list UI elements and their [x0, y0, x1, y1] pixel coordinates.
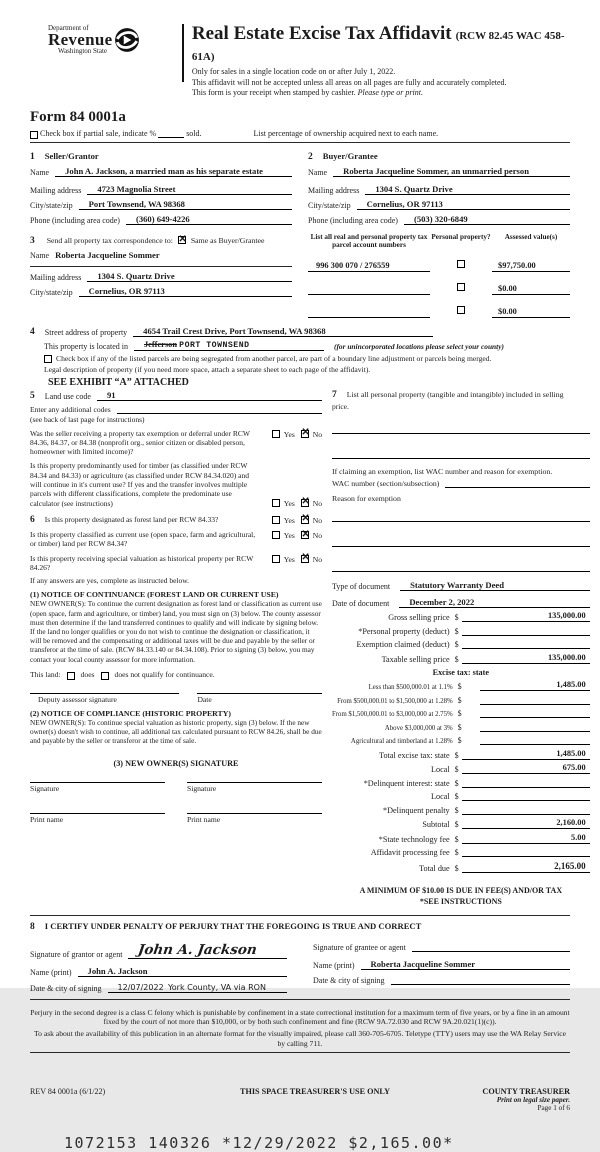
mailing-label: Mailing address [308, 185, 360, 195]
header-note-2: This affidavit will not be accepted unless all areas on all pages are fully and accurately completed. [191, 77, 507, 87]
partial-sale-suffix: sold. [186, 128, 202, 138]
owner-print-name-line[interactable]: Print name [187, 813, 322, 824]
grantor-print-name-field[interactable]: John A. Jackson [78, 966, 287, 977]
notice-compliance-body: NEW OWNER(S): To continue special valuation as historic property, sign (3) below. If the new owner(s) doesn't wish to continue, all additional tax calculated pursuant to RCW 84.26, shall be due and payable by the seller or transferor at the time of sale. [30, 717, 322, 746]
bracket-4-field[interactable] [480, 722, 590, 732]
phone-label: Phone (including area code) [308, 215, 398, 225]
reason-blank-line[interactable] [332, 509, 590, 522]
exemption-intro: If claiming an exemption, list WAC number and reason for exemption. [332, 466, 553, 476]
county-treasurer-block [440, 1087, 570, 1112]
revenue-swirl-icon [114, 27, 140, 53]
buyer-city-field[interactable]: Cornelius, OR 97113 [357, 199, 570, 210]
section-1-number: 1 [30, 151, 35, 162]
owner-signature-line[interactable]: Signature [187, 782, 322, 793]
grantee-signature-label: Signature of grantee or agent [313, 942, 406, 952]
personal-property-blank-line[interactable] [332, 446, 590, 459]
tax-row: *Personal property (deduct) $ [332, 626, 590, 636]
continuance-qualify-row: This land: does does not qualify for continuance. [30, 669, 215, 679]
date-of-document-field[interactable]: December 2, 2022 [399, 597, 589, 608]
no-checkbox-checked[interactable] [301, 430, 309, 438]
tax-row: Taxable selling price $ 135,000.00 [332, 653, 590, 664]
parcel-table [308, 231, 570, 318]
reason-blank-line[interactable] [332, 534, 590, 547]
tax-row: *State technology fee $ 5.00 [332, 833, 590, 844]
grantee-signing-block [313, 938, 570, 993]
additional-codes-label: Enter any additional codes [30, 404, 111, 414]
personal-property-checkbox[interactable] [457, 283, 465, 291]
gross-selling-price-field[interactable]: 135,000.00 [462, 611, 590, 622]
correspondence-mailing-field[interactable]: 1304 S. Quartz Drive [87, 271, 292, 282]
no-checkbox-checked[interactable] [301, 499, 309, 507]
grantee-date-field[interactable] [391, 975, 570, 985]
question-historical: Is this property receiving special valuation as historical property per RCW 84.26? Yes ✕ No [30, 554, 322, 573]
question-timber-agriculture: Is this property predominantly used for timber (as classified under RCW 84.34 and 84.33) or agriculture (as classified under RCW 84.34.020) and will continue in it's current use? If yes and the transfer involves multiple parcels with different classifications, complete the predominate use calculator (see instructions) Yes ✕ No [30, 461, 322, 507]
tax-row: Subtotal $ 2,160.00 [332, 818, 590, 829]
name-label: Name [308, 167, 328, 177]
tax-row: *Delinquent interest: state $ [332, 778, 590, 788]
partial-sale-percent-field[interactable] [158, 137, 184, 138]
street-address-field[interactable]: 4654 Trail Crest Drive, Port Townsend, WA 98368 [133, 326, 433, 337]
section-1-title: Seller/Grantor [44, 150, 99, 161]
name-label: Name [30, 250, 50, 260]
bracket-3-field[interactable] [480, 708, 590, 718]
land-use-code-field[interactable]: 91 [97, 390, 322, 401]
left-column [30, 390, 322, 907]
question-current-use: Is this property classified as current use (open space, farm and agricultural, or timber) land per RCW 84.34? Yes ✕ No [30, 530, 322, 549]
personal-property-checkbox[interactable] [457, 260, 465, 268]
right-column [332, 390, 590, 907]
section-2-number: 2 [308, 151, 313, 162]
perjury-notice: Perjury in the second degree is a class C felony which is punishable by confinement in a state correctional institution for a maximum term of five years, or by a fine in an amount fixed by the court of not more than $10,000, or by both such confinement and fine (RCW 9A.72.030 and RCW 9A.20.021(1)(c)). To ask about the availability of this publication in an alternate format for the visually impaired, please call 360-705-6705. Teletype (TTY) users may use the WA Relay Service by calling 711. [30, 1007, 570, 1048]
buyer-mailing-field[interactable]: 1304 S. Quartz Drive [365, 184, 570, 195]
section-3-correspondence [30, 231, 292, 318]
yes-checkbox[interactable] [272, 499, 280, 507]
section-4-property [30, 326, 570, 388]
unincorporated-note: (for unincorporated locations please select your county) [333, 341, 504, 351]
tax-bracket-row: Above $3,000,000 at 3% $ [332, 722, 590, 732]
rev-form-number: REV 84 0001a (6/1/22) [30, 1087, 106, 1097]
personal-property-blank-line[interactable] [332, 421, 590, 434]
seller-mailing-field[interactable]: 4723 Magnolia Street [87, 184, 292, 195]
does-not-checkbox[interactable] [101, 672, 109, 680]
subtotal-field[interactable]: 2,160.00 [462, 818, 590, 829]
tax-bracket-row: From $1,500,000.01 to $3,000,000 at 2.75% $ [332, 708, 590, 718]
affidavit-processing-fee-field[interactable] [462, 847, 590, 857]
minimum-fee-note: A MINIMUM OF $10.00 IS DUE IN FEE(S) AND/OR TAX *SEE INSTRUCTIONS [359, 885, 563, 906]
tax-row: Exemption claimed (deduct) $ [332, 639, 590, 649]
agency-state-label: Washington State [58, 47, 108, 55]
notice-continuance-title: (1) NOTICE OF CONTINUANCE (FOREST LAND OR CURRENT USE) [30, 590, 279, 600]
no-checkbox-checked[interactable] [301, 516, 309, 524]
tax-row-total-due: Total due $ 2,165.00 [332, 861, 590, 873]
date-city-label: Date & city of signing [313, 975, 385, 985]
wac-number-label: WAC number (section/subsection) [332, 478, 440, 488]
parcel-number-field[interactable] [308, 308, 430, 318]
total-due-field[interactable]: 2,165.00 [462, 861, 590, 873]
assessed-value-field[interactable]: $97,750.00 [492, 261, 570, 272]
same-as-buyer-checkbox[interactable] [178, 236, 186, 244]
tax-bracket-row: Agricultural and timberland at 1.28% $ [332, 735, 590, 745]
question-forest-land: 6 Is this property designated as forest land per RCW 84.33? Yes ✕ No [30, 515, 322, 525]
parcel-row [308, 254, 570, 272]
reason-for-exemption-label: Reason for exemption [332, 493, 401, 503]
treasurer-receipt-stamp: 1072153 140326 *12/29/2022 $2,165.00* [64, 1134, 454, 1152]
parcel-row [308, 300, 570, 318]
assessed-values-header: Assessed value(s) [504, 232, 558, 241]
deputy-assessor-signature-line[interactable]: Deputy assessor signature [30, 693, 179, 704]
header [30, 24, 570, 99]
street-address-label: Street address of property [44, 327, 128, 337]
mailing-label: Mailing address [30, 185, 82, 195]
partial-sale-checkbox[interactable] [30, 131, 38, 139]
form-number: Form 84 0001a [30, 108, 126, 125]
header-note-3: This form is your receipt when stamped by cashier. Please type or print. [191, 88, 423, 97]
additional-codes-field[interactable] [117, 404, 322, 414]
reason-blank-line[interactable] [332, 559, 590, 572]
ownership-note: List percentage of ownership acquired next to each name. [253, 128, 439, 138]
treasurer-use-label: THIS SPACE TREASURER'S USE ONLY [240, 1087, 390, 1097]
type-of-document-label: Type of document [332, 581, 391, 591]
tax-bracket-row: Less than $500,000.01 at 1.1% $ 1,485.00 [332, 680, 590, 691]
same-as-buyer-label: Same as Buyer/Grantee [190, 235, 265, 245]
form-title-rcw: (RCW 82.45 WAC 458-61A) [191, 30, 565, 63]
assessed-value-field[interactable]: $0.00 [492, 284, 570, 295]
question-exemption-deferral: Was the seller receiving a property tax exemption or deferral under RCW 84.36, 84.37, or 84.38 (nonprofit org., senior citizen or disabled person, homeowner with limited income)? Yes ✕ No [30, 429, 322, 457]
notice-compliance-title: (2) NOTICE OF COMPLIANCE (HISTORIC PROPERTY) [30, 708, 231, 718]
grantee-print-name-field[interactable]: Roberta Jacqueline Sommer [361, 959, 570, 970]
yes-checkbox[interactable] [272, 555, 280, 563]
citystate-label: City/state/zip [30, 287, 73, 297]
section-7-number: 7 [332, 389, 337, 400]
land-use-code-label: Land use code [44, 391, 91, 401]
bracket-1-field[interactable]: 1,485.00 [480, 680, 590, 691]
local-excise-field[interactable]: 675.00 [462, 763, 590, 774]
section-2-buyer [308, 147, 570, 225]
grantee-signature-field[interactable] [412, 942, 570, 952]
if-any-yes-note: If any answers are yes, complete as instructed below. [30, 576, 190, 586]
form-title: Real Estate Excise Tax Affidavit [191, 23, 452, 44]
exemption-claimed-field[interactable] [462, 639, 590, 649]
tax-bracket-row: From $500,000.01 to $1,500,000 at 1.28% $ [332, 695, 590, 705]
parcel-row [308, 277, 570, 295]
delinquent-interest-local-field[interactable] [462, 791, 590, 801]
yes-checkbox[interactable] [272, 430, 280, 438]
owner-signature-line[interactable]: Signature [30, 782, 165, 793]
segregated-checkbox[interactable] [44, 355, 52, 363]
location-typed-value[interactable]: PORT TOWNSEND [179, 340, 250, 350]
legal-description-value[interactable]: SEE EXHIBIT “A” ATTACHED [48, 376, 189, 388]
assessed-value-field[interactable]: $0.00 [492, 307, 570, 318]
owner-print-name-line[interactable]: Print name [30, 813, 165, 824]
header-divider [182, 24, 184, 82]
section-5-number: 5 [30, 390, 35, 401]
personal-property-intro-2: price. [332, 401, 349, 411]
section-4-number: 4 [30, 326, 35, 337]
date-city-label: Date & city of signing [30, 983, 102, 993]
parcel-numbers-header: List all real and personal property tax parcel account numbers [310, 232, 428, 249]
correspondence-name[interactable]: Roberta Jacqueline Sommer [55, 249, 160, 260]
title-block [192, 24, 570, 99]
type-of-document-field[interactable]: Statutory Warranty Deed [400, 580, 590, 591]
wac-number-field[interactable] [445, 478, 589, 488]
state-technology-fee-field[interactable]: 5.00 [462, 833, 590, 844]
section-8-certify: 8 I CERTIFY UNDER PENALTY OF PERJURY THAT THE FOREGOING IS TRUE AND CORRECT [30, 920, 422, 932]
tax-row: Gross selling price $ 135,000.00 [332, 611, 590, 622]
no-checkbox-checked[interactable] [301, 531, 309, 539]
grantor-city-value[interactable]: York County, VA via RON [167, 982, 266, 992]
phone-label: Phone (including area code) [30, 215, 120, 225]
tax-row: Total excise tax: state $ 1,485.00 [332, 749, 590, 760]
total-excise-state-field[interactable]: 1,485.00 [462, 749, 590, 760]
delinquent-interest-state-field[interactable] [462, 778, 590, 788]
notice-continuance-body: NEW OWNER(S): To continue the current designation as forest land or classification as current use (open space, farm and agriculture, or timber) land, you must sign on (3) below. The county assessor must then determine if the land transferred continues to qualify and will indicate by signing below. If the land no longer qualifies or you do not wish to continue the designation or classification, it will be removed and the compensating or additional taxes will be due and payable by the seller or transferor at the time of sale. (RCW 84.33.140 or 84.34.108). Prior to signing (3) below, you may contact your local county assessor for more information. [30, 599, 322, 664]
citystate-label: City/state/zip [308, 200, 351, 210]
taxable-selling-price-field[interactable]: 135,000.00 [462, 653, 590, 664]
yes-checkbox[interactable] [272, 531, 280, 539]
agency-name: Revenue [48, 30, 113, 49]
agency-small-label: Department of [48, 24, 89, 32]
section-1-seller [30, 147, 292, 225]
section-3-number: 3 [30, 235, 35, 246]
section-3-intro: Send all property tax correspondence to: [46, 235, 173, 245]
parcel-number-field[interactable] [308, 285, 430, 295]
partial-sale-row [30, 129, 570, 138]
tax-row: Local $ 675.00 [332, 763, 590, 774]
grantor-signature-label: Signature of grantor or agent [30, 949, 123, 959]
partial-sale-label: Check box if partial sale, indicate % [40, 128, 157, 138]
located-in-label: This property is located in [44, 341, 128, 351]
legal-description-label: Legal description of property (if you need more space, attach a separate sheet to each page of the affidavit). [44, 364, 371, 374]
personal-property-checkbox[interactable] [457, 306, 465, 314]
grantor-date-value[interactable]: 12/07/2022 [117, 982, 164, 992]
excise-tax-header: Excise tax: state [432, 667, 490, 677]
personal-property-header: Personal property? [431, 232, 491, 241]
personal-property-deduct-field[interactable] [462, 626, 590, 636]
parcel-number-field[interactable]: 996 300 070 / 276559 [308, 261, 430, 272]
yes-checkbox[interactable] [272, 516, 280, 524]
tax-row: Affidavit processing fee $ [332, 847, 590, 857]
does-checkbox[interactable] [67, 672, 75, 680]
legal-size-note: Print on legal size paper. [496, 1096, 570, 1105]
section-2-title: Buyer/Grantee [322, 150, 378, 161]
county-treasurer-label: COUNTY TREASURER [482, 1087, 570, 1097]
tax-row: Local $ [332, 791, 590, 801]
grantor-signature-value[interactable]: John A. Jackson [137, 941, 259, 958]
name-print-label: Name (print) [30, 967, 72, 977]
seller-city-field[interactable]: Port Townsend, WA 98368 [79, 199, 292, 210]
additional-codes-note: (see back of last page for instructions) [30, 414, 145, 424]
name-print-label: Name (print) [313, 960, 355, 970]
header-note-1: Only for sales in a single location code on or after July 1, 2022. [191, 67, 396, 76]
name-label: Name [30, 167, 50, 177]
grantor-signing-block [30, 938, 287, 993]
divider [30, 142, 570, 143]
segregated-label: Check box if any of the listed parcels are being segregated from another parcel, are part of a boundary line adjustment or parcels being merged. [56, 353, 492, 363]
seller-phone-field[interactable]: (360) 649-4226 [126, 214, 292, 225]
page-indicator: Page 1 of 6 [537, 1104, 570, 1113]
county-struck-value: Jefferson [143, 339, 178, 349]
personal-property-intro: List all personal property (tangible and intangible) included in selling [346, 389, 564, 399]
citystate-label: City/state/zip [30, 200, 73, 210]
buyer-name-field[interactable]: Roberta Jacqueline Sommer, an unmarried person [333, 166, 570, 177]
revenue-logo-block [30, 24, 178, 55]
delinquent-penalty-field[interactable] [462, 805, 590, 815]
bracket-5-field[interactable] [480, 735, 590, 745]
deputy-date-line[interactable]: Date [197, 693, 322, 704]
correspondence-city-field[interactable]: Cornelius, OR 97113 [79, 286, 292, 297]
mailing-label: Mailing address [30, 272, 82, 282]
no-checkbox-checked[interactable] [301, 555, 309, 563]
seller-name-field[interactable]: John A. Jackson, a married man as his separate estate [55, 166, 292, 177]
tax-row: *Delinquent penalty $ [332, 805, 590, 815]
buyer-phone-field[interactable]: (503) 320-6849 [404, 214, 570, 225]
bracket-2-field[interactable] [480, 695, 590, 705]
new-owner-signature-title: (3) NEW OWNER(S) SIGNATURE [113, 759, 239, 769]
date-of-document-label: Date of document [332, 598, 390, 608]
